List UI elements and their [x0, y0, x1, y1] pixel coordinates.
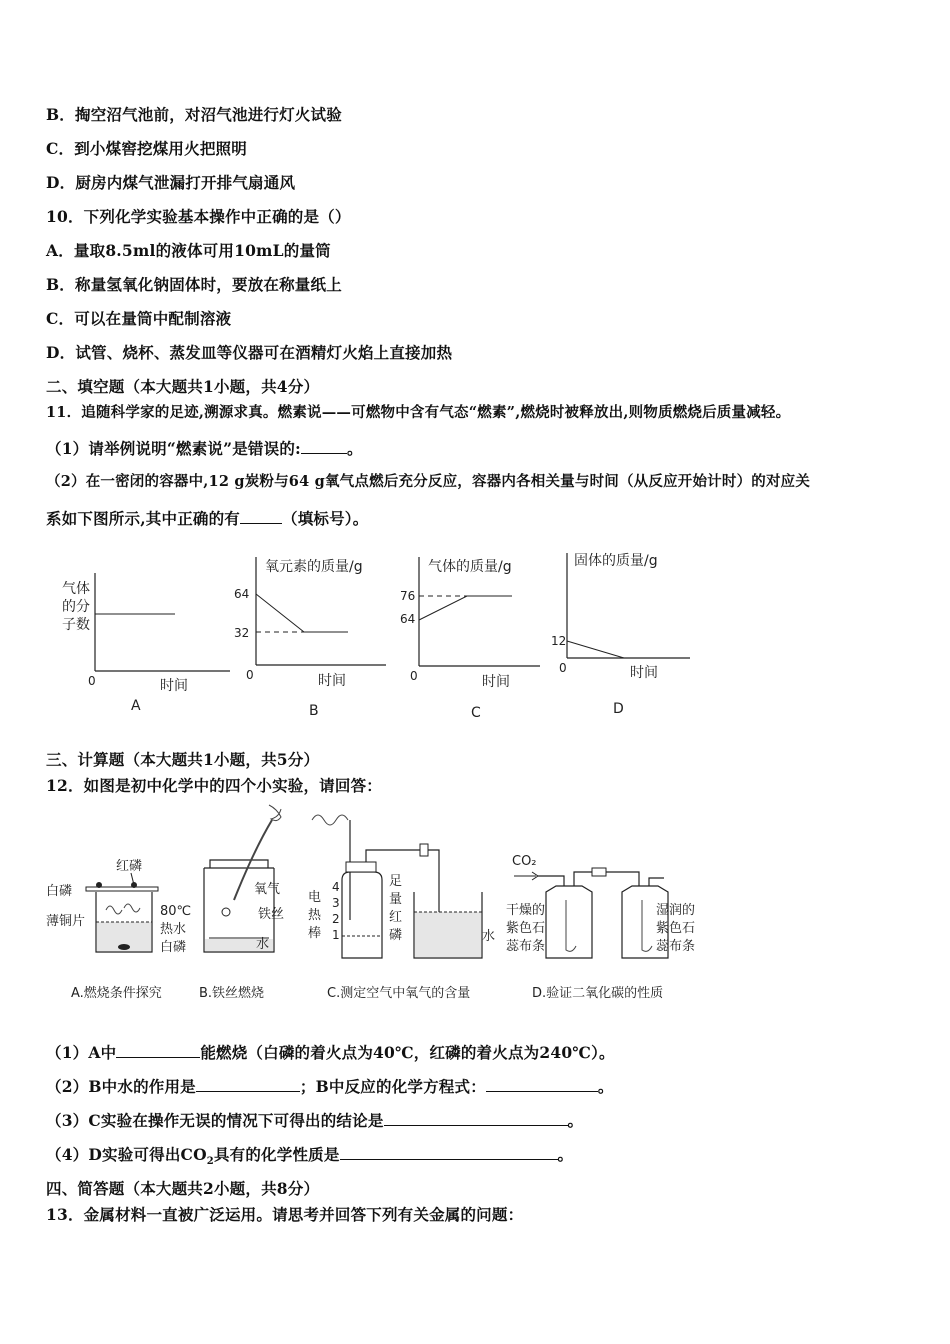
q12-part-4-text: （4）D实验可得出CO	[46, 1145, 207, 1164]
exp-c-water: 水	[482, 929, 496, 944]
exp-b-caption: B.铁丝燃烧	[199, 986, 265, 1001]
option-c-line: C．到小煤窖挖煤用火把照明	[46, 139, 247, 158]
answer-blank[interactable]	[384, 1111, 568, 1126]
exp-d-dry-2: 紫色石	[506, 921, 546, 936]
exp-c-red-label-4: 磷	[389, 928, 403, 943]
graph-d-data-line	[567, 641, 624, 658]
graph-b-tick-32: 32	[234, 626, 250, 640]
exp-b-oxygen: 氧气	[254, 882, 281, 897]
graph-d-ylabel: 固体的质量/g	[574, 553, 658, 569]
graph-b-tag: B	[309, 703, 319, 719]
q12-part-4-mid: 具有的化学性质是	[213, 1145, 340, 1164]
exp-c-rod-label-2: 热	[308, 908, 322, 923]
exp-c-mark-4: 4	[332, 880, 340, 894]
graph-b	[234, 557, 386, 719]
q12-part-4-sub: 2	[206, 1156, 214, 1168]
graph-c-origin: 0	[410, 669, 418, 683]
exp-a-temp: 80℃	[160, 904, 192, 919]
exp-c-rod-label-1: 电	[308, 890, 322, 905]
q11-part-2: （2）在一密闭的容器中,12 g炭粉与64 g氧气点燃后充分反应，容器内各相关量与时间（从反应开始计时）的对应关	[46, 473, 811, 490]
graph-c-xlabel: 时间	[482, 674, 510, 690]
exp-d-dry-1: 干燥的	[506, 903, 546, 918]
q12-part-4-end: 。	[557, 1145, 574, 1164]
section-3-heading: 三、计算题（本大题共1小题，共5分）	[46, 750, 320, 769]
exp-a-red-phosphorus: 红磷	[116, 859, 143, 874]
graph-d-xlabel: 时间	[630, 665, 658, 681]
option-b-line: B．掏空沼气池前，对沼气池进行灯火试验	[46, 105, 342, 124]
graph-d-origin: 0	[559, 661, 567, 675]
exp-c-mark-2: 2	[332, 912, 340, 926]
option-d-line: D．厨房内煤气泄漏打开排气扇通风	[46, 173, 296, 192]
graph-d-tag: D	[613, 701, 624, 717]
q10-option-b: B．称量氢氧化钠固体时，要放在称量纸上	[46, 275, 342, 294]
q12-part-2-text: （2）B中水的作用是	[46, 1077, 196, 1096]
exp-a-white-p-dot	[96, 882, 102, 888]
exp-a-copper: 薄铜片	[46, 914, 86, 929]
exp-a-copper-plate	[86, 887, 158, 891]
graph-c-tick-64: 64	[400, 612, 416, 626]
question-11: 11．追随科学家的足迹,溯源求真。燃素说——可燃物中含有气态“燃素”,燃烧时被释放出,则物质燃烧后质量减轻。	[46, 404, 791, 421]
exp-d-strip-2	[642, 900, 652, 951]
graph-b-origin: 0	[246, 668, 254, 682]
exp-c-red-label-1: 足	[389, 874, 403, 889]
exp-a-white-phosphorus-bottom: 白磷	[160, 940, 187, 955]
exp-c-mark-3: 3	[332, 896, 340, 910]
exp-a-white-phosphorus-top: 白磷	[46, 884, 73, 899]
q12-part-3-end: 。	[567, 1111, 584, 1130]
exp-b-iron-wire: 铁丝	[258, 907, 285, 922]
experiments-figure	[44, 800, 724, 1010]
answer-blank[interactable]	[116, 1043, 200, 1058]
graph-a-ylabel-3: 子数	[62, 617, 90, 633]
exp-c-tube	[366, 850, 439, 916]
graph-a-xlabel: 时间	[160, 678, 188, 694]
answer-blank[interactable]	[486, 1077, 598, 1092]
exp-d-bottle-1	[546, 886, 592, 958]
q11-part-2-cont	[46, 507, 368, 529]
question-10: 10．下列化学实验基本操作中正确的是（）	[46, 207, 351, 226]
exp-a-white-p-bottom-dot	[118, 944, 130, 950]
q11-part-1-text: （1）请举例说明“燃素说”是错误的:	[46, 439, 301, 458]
section-2-heading: 二、填空题（本大题共1小题，共4分）	[46, 377, 320, 396]
graph-d	[551, 552, 690, 717]
graph-c-tag: C	[471, 705, 481, 721]
q12-part-1-text: （1）A中	[46, 1043, 117, 1062]
graph-c-tick-76: 76	[400, 589, 416, 603]
exp-d-wet-2: 紫色石	[656, 921, 696, 936]
exp-c-wire-coil	[312, 815, 348, 825]
experiment-d	[506, 854, 695, 1001]
exp-c-stopper	[346, 862, 376, 872]
exp-b-spark	[222, 908, 230, 916]
graphs-figure	[50, 545, 700, 725]
q10-option-d: D．试管、烧杯、蒸发皿等仪器可在酒精灯火焰上直接加热	[46, 343, 453, 362]
q12-part-4	[46, 1143, 573, 1167]
exp-c-water-fill	[415, 912, 481, 957]
exp-d-caption: D.验证二氧化碳的性质	[532, 986, 664, 1001]
exp-a-red-p-dot	[131, 882, 137, 888]
graph-c	[400, 557, 540, 721]
q12-part-2-mid: ；B中反应的化学方程式：	[299, 1077, 486, 1096]
section-4-heading: 四、简答题（本大题共2小题，共8分）	[46, 1179, 320, 1198]
q11-part-1	[46, 437, 363, 459]
q11-part-2-cont-end: （填标号）。	[282, 509, 369, 528]
graph-c-ylabel: 气体的质量/g	[428, 559, 512, 575]
exp-d-dry-3: 蕊布条	[506, 939, 546, 954]
exp-a-caption: A.燃烧条件探究	[71, 986, 162, 1001]
exp-c-clamp	[420, 844, 428, 856]
exp-d-co2: CO₂	[512, 854, 537, 869]
graph-b-xlabel: 时间	[318, 673, 346, 689]
q12-part-3-text: （3）C实验在操作无误的情况下可得出的结论是	[46, 1111, 384, 1130]
graph-a	[62, 573, 230, 714]
graph-a-tag: A	[131, 698, 141, 714]
q12-part-2-end: 。	[597, 1077, 614, 1096]
exp-c-red-label-2: 量	[389, 892, 403, 907]
exp-d-wet-1: 湿润的	[656, 903, 696, 918]
experiment-b	[199, 805, 284, 1001]
exp-a-steam	[106, 904, 140, 914]
q12-part-1	[46, 1041, 615, 1063]
question-13: 13．金属材料一直被广泛运用。请思考并回答下列有关金属的问题：	[46, 1205, 524, 1224]
graph-a-ylabel-2: 的分	[62, 599, 90, 615]
exp-c-bottle	[342, 872, 382, 958]
q12-part-2	[46, 1075, 614, 1097]
answer-blank[interactable]	[340, 1145, 558, 1160]
answer-blank[interactable]	[301, 439, 347, 454]
experiment-a	[46, 858, 191, 1001]
graph-c-data-line	[419, 596, 512, 620]
answer-blank[interactable]	[240, 509, 282, 524]
q11-part-1-end: 。	[346, 439, 363, 458]
q12-part-3	[46, 1109, 583, 1131]
q10-option-c: C．可以在量筒中配制溶液	[46, 309, 232, 328]
exp-c-rod-label-3: 棒	[308, 926, 322, 941]
experiment-c	[308, 815, 495, 1001]
q10-option-a: A．量取8.5ml的液体可用10mL的量筒	[46, 241, 331, 260]
exp-b-water: 水	[256, 937, 270, 952]
q11-part-2-cont-text: 系如下图所示,其中正确的有	[46, 509, 240, 528]
graph-a-ylabel-1: 气体	[62, 581, 90, 597]
exp-d-connector	[592, 868, 606, 876]
exp-d-strip-1	[566, 900, 576, 951]
exp-c-red-label-3: 红	[389, 910, 403, 925]
exp-c-mark-1: 1	[332, 928, 340, 942]
graph-a-origin: 0	[88, 674, 96, 688]
exp-c-caption: C.测定空气中氧气的含量	[327, 986, 471, 1001]
graph-b-ylabel: 氧元素的质量/g	[265, 559, 363, 575]
exp-d-wet-3: 蕊布条	[656, 939, 696, 954]
q12-part-1-end: 能燃烧（白磷的着火点为40℃，红磷的着火点为240℃）。	[200, 1043, 615, 1062]
exp-a-hot-water: 热水	[160, 922, 187, 937]
question-12: 12．如图是初中化学中的四个小实验，请回答：	[46, 776, 382, 795]
exp-b-hand	[269, 805, 281, 821]
graph-d-tick-12: 12	[551, 634, 567, 648]
graph-b-tick-64: 64	[234, 587, 250, 601]
graph-b-data-line	[256, 594, 348, 632]
answer-blank[interactable]	[196, 1077, 300, 1092]
